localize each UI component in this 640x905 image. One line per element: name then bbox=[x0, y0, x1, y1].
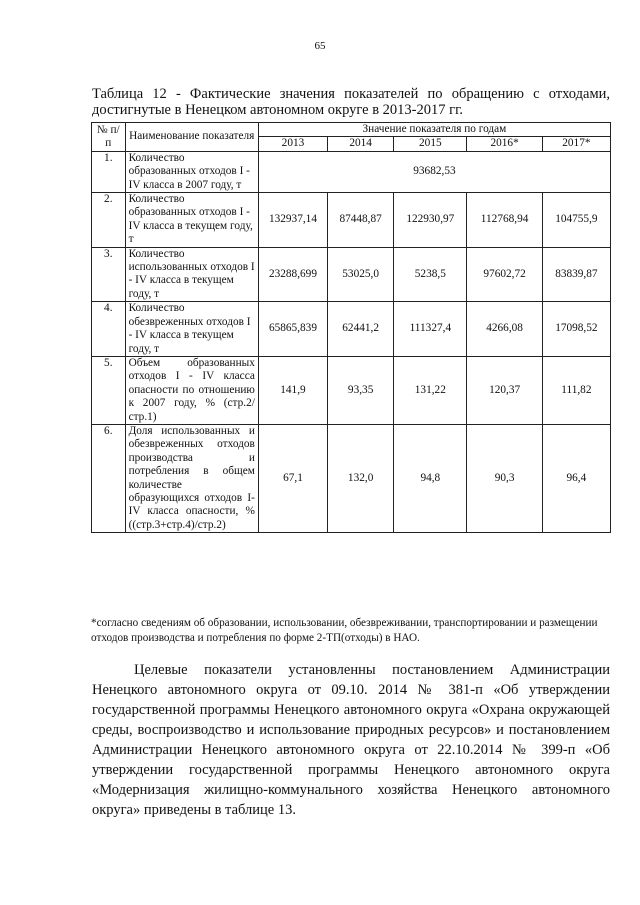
table-row bbox=[92, 151, 611, 192]
value-cell: 104755,9 bbox=[542, 193, 610, 248]
page-number: 65 bbox=[314, 40, 326, 52]
value-cell: 53025,0 bbox=[328, 247, 394, 302]
table-caption: Таблица 12 - Фактические значения показателей по обращению с отходами, достигнутые в Ненецком автономном округе в 2013-2017 гг. bbox=[92, 86, 610, 118]
value-cell: 111327,4 bbox=[394, 302, 467, 357]
value-cell: 97602,72 bbox=[467, 247, 542, 302]
header-year: 2014 bbox=[328, 137, 394, 151]
row-number: 5. bbox=[92, 356, 126, 424]
header-year: 2013 bbox=[258, 137, 327, 151]
value-cell: 141,9 bbox=[258, 356, 327, 424]
row-name: Количество образованных отходов I - IV класса в 2007 году, т bbox=[125, 151, 258, 192]
table-header-row bbox=[92, 123, 611, 137]
value-cell: 62441,2 bbox=[328, 302, 394, 357]
value-cell: 23288,699 bbox=[258, 247, 327, 302]
value-cell: 96,4 bbox=[542, 424, 610, 532]
waste-indicators-table bbox=[91, 122, 611, 533]
row-number: 4. bbox=[92, 302, 126, 357]
value-cell: 94,8 bbox=[394, 424, 467, 532]
value-cell: 93,35 bbox=[328, 356, 394, 424]
value-cell: 4266,08 bbox=[467, 302, 542, 357]
table-row bbox=[92, 424, 611, 532]
table-row bbox=[92, 247, 611, 302]
value-cell: 132,0 bbox=[328, 424, 394, 532]
row-number: 3. bbox=[92, 247, 126, 302]
value-cell: 120,37 bbox=[467, 356, 542, 424]
table-row bbox=[92, 193, 611, 248]
value-cell: 17098,52 bbox=[542, 302, 610, 357]
row-name: Доля использованных и обезвреженных отходов производства и потребления в общем количестве образующихся отходов I-IV класса опасности, % ((стр.3+стр.4)/стр.2) bbox=[125, 424, 258, 532]
row-number: 6. bbox=[92, 424, 126, 532]
merged-value: 93682,53 bbox=[258, 151, 610, 192]
header-no: № п/п bbox=[92, 123, 126, 152]
value-cell: 90,3 bbox=[467, 424, 542, 532]
value-cell: 122930,97 bbox=[394, 193, 467, 248]
row-name: Объем образованных отходов I - IV класса опасности по отношению к 2007 году, % (стр.2/стр.1) bbox=[125, 356, 258, 424]
value-cell: 83839,87 bbox=[542, 247, 610, 302]
header-year: 2017* bbox=[542, 137, 610, 151]
row-name: Количество использованных отходов I - IV класса в текущем году, т bbox=[125, 247, 258, 302]
body-paragraph: Целевые показатели установленны постановлением Администрации Ненецкого автономного округа от 09.10. 2014 № 381-п «Об утверждении государственной программы Ненецкого автономного округа «Охрана окружающей среды, воспроизводство и использование природных ресурсов» и постановлением Администрации Ненецкого автономного округа от 22.10.2014 № 399-п «Об утверждении государственной программы Ненецкого автономного округа «Модернизация жилищно-коммунального хозяйства Ненецкого автономного округа» приведены в таблице 13. bbox=[92, 662, 610, 818]
value-cell: 65865,839 bbox=[258, 302, 327, 357]
row-number: 2. bbox=[92, 193, 126, 248]
value-cell: 111,82 bbox=[542, 356, 610, 424]
header-group: Значение показателя по годам bbox=[258, 123, 610, 137]
table-row bbox=[92, 356, 611, 424]
value-cell: 112768,94 bbox=[467, 193, 542, 248]
header-year: 2015 bbox=[394, 137, 467, 151]
row-number: 1. bbox=[92, 151, 126, 192]
table-row bbox=[92, 302, 611, 357]
table-footnote: *согласно сведениям об образовании, использовании, обезвреживании, транспортировании и размещении отходов производства и потребления по форме 2-ТП(отходы) в НАО. bbox=[91, 617, 598, 644]
header-year: 2016* bbox=[467, 137, 542, 151]
value-cell: 67,1 bbox=[258, 424, 327, 532]
value-cell: 132937,14 bbox=[258, 193, 327, 248]
value-cell: 131,22 bbox=[394, 356, 467, 424]
value-cell: 5238,5 bbox=[394, 247, 467, 302]
row-name: Количество обезвреженных отходов I - IV класса в текущем году, т bbox=[125, 302, 258, 357]
row-name: Количество образованных отходов I - IV класса в текущем году, т bbox=[125, 193, 258, 248]
header-name: Наименование показателя bbox=[125, 123, 258, 152]
value-cell: 87448,87 bbox=[328, 193, 394, 248]
